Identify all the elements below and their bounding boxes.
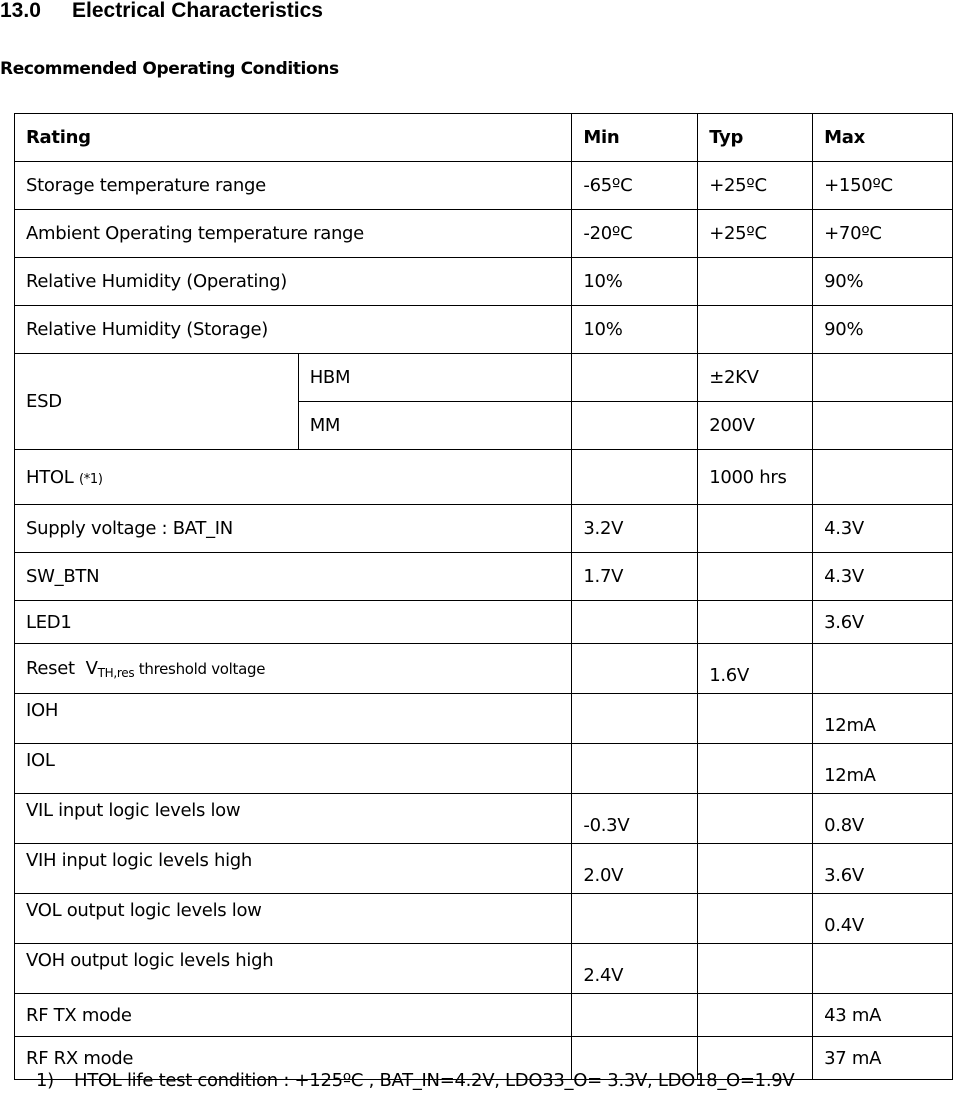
max-cell: 3.6V xyxy=(813,601,953,644)
rating-cell: SW_BTN xyxy=(15,553,572,601)
footnote-index: 1) xyxy=(36,1070,54,1091)
rating-cell: IOH xyxy=(15,694,572,744)
footnote xyxy=(36,1070,794,1091)
table-header-row xyxy=(15,114,953,162)
table-row xyxy=(15,894,953,944)
min-cell xyxy=(572,694,698,744)
max-cell: +70ºC xyxy=(813,210,953,258)
header-max: Max xyxy=(813,114,953,162)
table-row-reset xyxy=(15,644,953,694)
typ-cell xyxy=(698,894,813,944)
rating-cell: VIL input logic levels low xyxy=(15,794,572,844)
reset-prefix: Reset V xyxy=(26,657,98,679)
footnote-text: HTOL life test condition : +125ºC , BAT_IN=4.2V, LDO33_O= 3.3V, LDO18_O=1.9V xyxy=(74,1070,795,1091)
typ-cell xyxy=(698,306,813,354)
esd-type-cell: HBM xyxy=(298,354,572,402)
max-cell: 43 mA xyxy=(813,994,953,1037)
rating-cell: VIH input logic levels high xyxy=(15,844,572,894)
min-cell xyxy=(572,744,698,794)
rating-cell xyxy=(15,644,572,694)
max-cell xyxy=(813,450,953,505)
section-title: Electrical Characteristics xyxy=(72,0,323,22)
typ-cell xyxy=(698,944,813,994)
typ-cell xyxy=(698,694,813,744)
rating-cell: Storage temperature range xyxy=(15,162,572,210)
min-cell xyxy=(572,894,698,944)
htol-note-ref: (*1) xyxy=(78,471,103,487)
rating-cell: Ambient Operating temperature range xyxy=(15,210,572,258)
max-cell xyxy=(813,402,953,450)
max-cell: 12mA xyxy=(813,744,953,794)
typ-cell xyxy=(698,994,813,1037)
table-row xyxy=(15,210,953,258)
max-cell: 0.4V xyxy=(813,894,953,944)
table-row xyxy=(15,994,953,1037)
min-cell: -0.3V xyxy=(572,794,698,844)
rating-cell: VOH output logic levels high xyxy=(15,944,572,994)
max-cell: 3.6V xyxy=(813,844,953,894)
typ-cell: ±2KV xyxy=(698,354,813,402)
min-cell xyxy=(572,644,698,694)
esd-type-cell: MM xyxy=(298,402,572,450)
typ-cell: 1.6V xyxy=(698,644,813,694)
table-row xyxy=(15,601,953,644)
typ-cell: +25ºC xyxy=(698,162,813,210)
table-row xyxy=(15,162,953,210)
rating-cell: IOL xyxy=(15,744,572,794)
table-caption: Recommended Operating Conditions xyxy=(0,59,339,79)
min-cell: 2.0V xyxy=(572,844,698,894)
typ-cell xyxy=(698,553,813,601)
table-row xyxy=(15,306,953,354)
max-cell: 90% xyxy=(813,258,953,306)
rating-cell: Relative Humidity (Operating) xyxy=(15,258,572,306)
rating-cell: RF TX mode xyxy=(15,994,572,1037)
max-cell: 90% xyxy=(813,306,953,354)
min-cell: 2.4V xyxy=(572,944,698,994)
min-cell: -65ºC xyxy=(572,162,698,210)
min-cell xyxy=(572,994,698,1037)
max-cell: +150ºC xyxy=(813,162,953,210)
min-cell: 10% xyxy=(572,258,698,306)
table-row xyxy=(15,258,953,306)
typ-cell: 200V xyxy=(698,402,813,450)
max-cell xyxy=(813,644,953,694)
table-row xyxy=(15,744,953,794)
reset-suffix: threshold voltage xyxy=(134,659,266,678)
typ-cell xyxy=(698,505,813,553)
esd-label-cell: ESD xyxy=(15,354,299,450)
max-cell: 12mA xyxy=(813,694,953,744)
table-row xyxy=(15,553,953,601)
max-cell: 4.3V xyxy=(813,553,953,601)
table-row xyxy=(15,694,953,744)
typ-cell xyxy=(698,844,813,894)
header-min: Min xyxy=(572,114,698,162)
max-cell xyxy=(813,944,953,994)
min-cell xyxy=(572,402,698,450)
reset-subscript: TH,res xyxy=(97,665,135,680)
table-row xyxy=(15,794,953,844)
table-row-esd-hbm xyxy=(15,354,953,402)
table-row xyxy=(15,505,953,553)
header-rating: Rating xyxy=(15,114,572,162)
typ-cell xyxy=(698,794,813,844)
typ-cell xyxy=(698,601,813,644)
typ-cell: 1000 hrs xyxy=(698,450,813,505)
htol-label: HTOL xyxy=(26,466,74,488)
min-cell xyxy=(572,450,698,505)
rating-cell: RF RX mode xyxy=(15,1037,572,1080)
max-cell: 0.8V xyxy=(813,794,953,844)
max-cell: 4.3V xyxy=(813,505,953,553)
table-row-htol xyxy=(15,450,953,505)
operating-conditions-table xyxy=(14,113,953,1080)
min-cell xyxy=(572,601,698,644)
table-row xyxy=(15,844,953,894)
min-cell xyxy=(572,354,698,402)
header-typ: Typ xyxy=(698,114,813,162)
section-heading xyxy=(0,0,323,22)
min-cell: 1.7V xyxy=(572,553,698,601)
rating-cell: Supply voltage : BAT_IN xyxy=(15,505,572,553)
rating-cell xyxy=(15,450,572,505)
min-cell: 3.2V xyxy=(572,505,698,553)
rating-cell: LED1 xyxy=(15,601,572,644)
typ-cell: +25ºC xyxy=(698,210,813,258)
table-row xyxy=(15,944,953,994)
min-cell: -20ºC xyxy=(572,210,698,258)
rating-cell: Relative Humidity (Storage) xyxy=(15,306,572,354)
max-cell: 37 mA xyxy=(813,1037,953,1080)
min-cell: 10% xyxy=(572,306,698,354)
typ-cell xyxy=(698,258,813,306)
max-cell xyxy=(813,354,953,402)
typ-cell xyxy=(698,744,813,794)
section-number: 13.0 xyxy=(0,0,41,22)
rating-cell: VOL output logic levels low xyxy=(15,894,572,944)
